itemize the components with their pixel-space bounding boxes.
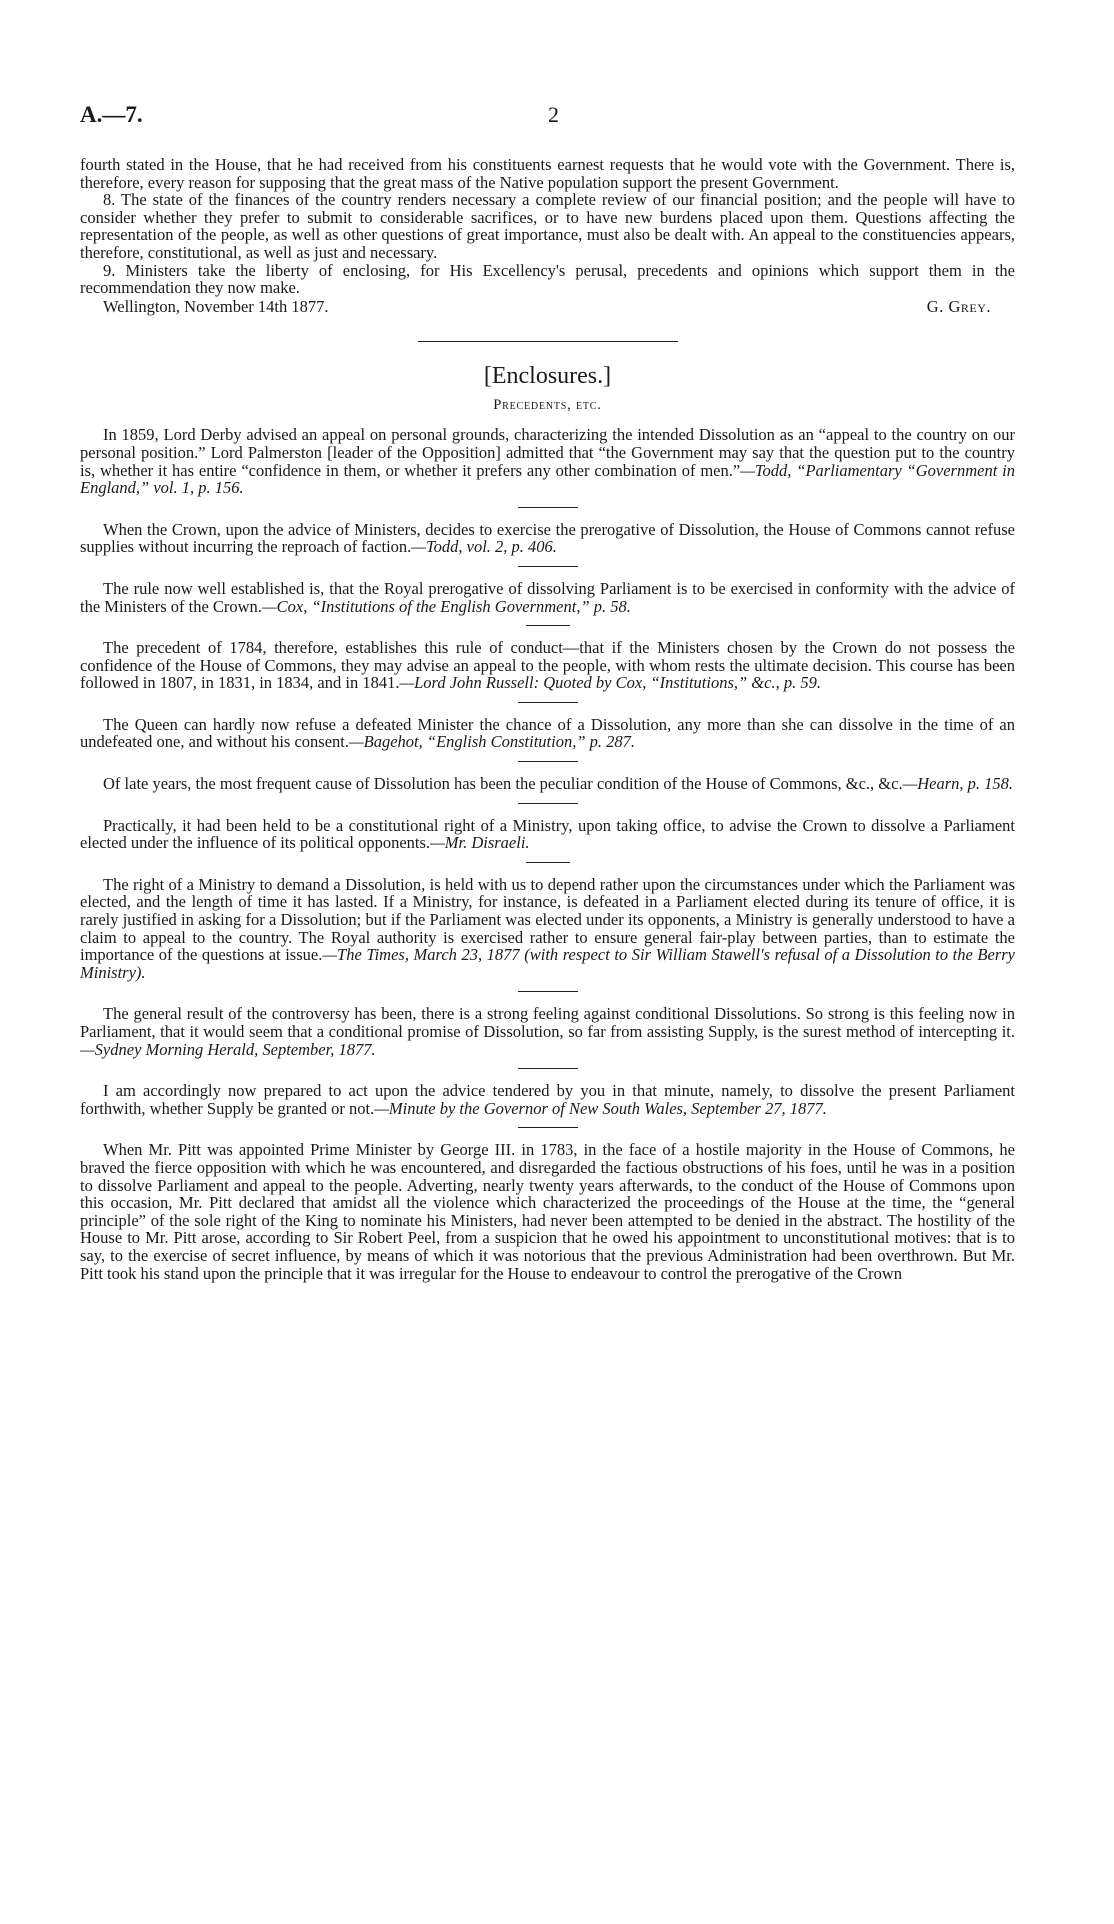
- paragraph-9: 9. Ministers take the liberty of enclosing, for His Excellency's perusal, precedents and opinions which support them in the recommendation they now make.: [80, 260, 1015, 298]
- entry-separator: [518, 991, 578, 992]
- precedent-text: The precedent of 1784, therefore, establishes this rule of conduct—that if the Ministers chosen by the Crown do not possess the confidence of the House of Commons, they may advise an appeal to the people, with whom rests the ultimate decision. This course has been followed in 1807, in 1831, in 1834, and in 1841.: [80, 638, 1015, 693]
- document-number: A.—7.: [80, 102, 143, 127]
- precedent-source: —Todd, “Parliamentary “Government in England,” vol. 1, p. 156.: [80, 460, 1015, 498]
- page-content: [80, 156, 1015, 1282]
- precedent-entry: [80, 426, 1015, 496]
- entry-separator: [526, 625, 570, 626]
- precedent-text: In 1859, Lord Derby advised an appeal on personal grounds, characterizing the intended Dissolution as an “appeal to the country on our personal position.” Lord Palmerston [leader of the Opposition] admitted that “the Government may say that the question put to the country is, whether it has entire “confidence in them, or whether it prefers any other combination of men.”: [80, 425, 1015, 480]
- entry-separator: [526, 862, 570, 863]
- precedent-text: Of late years, the most frequent cause of Dissolution has been the peculiar condition of the House of Commons, &c., &c.: [103, 774, 903, 794]
- precedent-entry: [80, 1082, 1015, 1117]
- section-divider: [418, 341, 678, 342]
- precedent-text: When the Crown, upon the advice of Ministers, decides to exercise the prerogative of Dissolution, the House of Commons cannot refuse supplies without incurring the reproach of faction.: [80, 519, 1015, 557]
- precedent-text: Practically, it had been held to be a constitutional right of a Ministry, upon taking office, to advise the Crown to dissolve a Parliament elected under the influence of its political opponents.: [80, 815, 1015, 853]
- precedent-text: I am accordingly now prepared to act upon the advice tendered by you in that minute, namely, to dissolve the present Parliament forthwith, whether Supply be granted or not.: [80, 1081, 1015, 1118]
- precedent-entry: [80, 876, 1015, 982]
- precedent-source: —Hearn, p. 158.: [902, 774, 1014, 794]
- entry-separator: [518, 1068, 578, 1069]
- precedent-entry: [80, 521, 1015, 556]
- precedent-source: —Bagehot, “English Constitution,” p. 287.: [348, 732, 636, 752]
- precedent-source: —Mr. Disraeli.: [430, 833, 530, 853]
- entry-separator: [518, 702, 578, 703]
- paragraph-8: 8. The state of the finances of the country renders necessary a complete review of our financial position; and the people will have to consider whether they prefer to submit to considerable sacrifices, or to have new burdens placed upon them. Questions affecting the representation of the people, as well as other questions of great importance, must also be dealt with. An appeal to the constituencies appears, therefore, constitutional, as well as just and necessary.: [80, 190, 1015, 262]
- precedent-text: The rule now well established is, that the Royal prerogative of dissolving Parliament is to be exercised in conformity with the advice of the Ministers of the Crown.: [80, 578, 1015, 616]
- precedent-entry: [80, 639, 1015, 692]
- page-header: [80, 102, 1015, 132]
- precedent-text: When Mr. Pitt was appointed Prime Minister by George III. in 1783, in the face of a hostile majority in the House of Commons, he braved the fierce opposition with which he was encountered, and disregarded the factious obstructions of his foes, until he was in a position to dissolve Parliament and appeal to the people. Adverting, nearly twenty years afterwards, to the conduct of the House of Commons upon this occasion, Mr. Pitt declared that amidst all the violence which characterized the proceedings of the House at the time, the “general principle” of the sole right of the King to nominate his Ministers, had never been attempted to be denied in the abstract. The hostility of the House to Mr. Pitt arose, according to Sir Robert Peel, from a suspicion that he owed his appointment to unconstitutional motives: that is to say, to the exercise of secret influence, by means of which it was notorious that the previous Administration had been overthrown. But Mr. Pitt took his stand upon the principle that it was irregular for the House to endeavour to control the prerogative of the Crown: [80, 1140, 1015, 1283]
- precedent-entry: [80, 775, 1015, 793]
- precedent-text: The general result of the controversy has been, there is a strong feeling against conditional Dissolutions. So strong is this feeling now in Parliament, that it would seem that a conditional promise of Dissolution, so far from assisting Supply, is the surest method of intercepting it.: [80, 1004, 1015, 1041]
- precedent-source: —Minute by the Governor of New South Wales, September 27, 1877.: [374, 1098, 827, 1118]
- precedent-source: —Cox, “Institutions of the English Government,” p. 58.: [261, 596, 631, 616]
- precedent-entry: [80, 580, 1015, 615]
- precedent-text: The right of a Ministry to demand a Dissolution, is held with us to depend rather upon the circumstances under which the Parliament was elected, and the length of time it has lasted. If a Ministry, for instance, is defeated in a Parliament elected during its tenure of office, it is rarely justified in asking for a Dissolution; but if the Parliament was elected under its opponents, a Ministry is generally understood to have a claim to appeal to the country. The Royal authority is exercised rather to ensure general fair-play between parties, than to estimate the importance of the questions at issue.: [80, 874, 1015, 965]
- page-number: 2: [548, 102, 559, 127]
- precedent-text: The Queen can hardly now refuse a defeated Minister the chance of a Dissolution, any more than she can dissolve in the time of an undefeated one, and without his consent.: [80, 714, 1015, 752]
- entry-separator: [518, 566, 578, 567]
- entry-separator: [518, 803, 578, 804]
- precedent-source: —Lord John Russell: Quoted by Cox, “Institutions,” &c., p. 59.: [399, 673, 821, 693]
- signature-line: [80, 298, 1015, 316]
- precedent-source: —Todd, vol. 2, p. 406.: [411, 537, 557, 557]
- continued-paragraph: fourth stated in the House, that he had received from his constituents earnest requests that he would vote with the Government. There is, therefore, every reason for supposing that the great mass of the Native population support the present Government.: [80, 155, 1015, 192]
- entry-separator: [518, 761, 578, 762]
- signature: G. Grey.: [926, 296, 991, 316]
- precedent-entry: [80, 1141, 1015, 1282]
- precedent-source: —The Times, March 23, 1877 (with respect to Sir William Stawell's refusal of a Dissolution to the Berry Ministry).: [80, 945, 1015, 982]
- place-date: Wellington, November 14th 1877.: [103, 296, 329, 316]
- precedent-source: —Sydney Morning Herald, September, 1877.: [80, 1039, 376, 1059]
- precedent-entry: [80, 817, 1015, 852]
- precedent-entry: [80, 716, 1015, 751]
- entry-separator: [518, 1127, 578, 1128]
- enclosures-title: [Enclosures.]: [483, 363, 612, 390]
- enclosures-subtitle: Precedents, etc.: [493, 397, 602, 414]
- precedent-entry: [80, 1005, 1015, 1058]
- entry-separator: [518, 507, 578, 508]
